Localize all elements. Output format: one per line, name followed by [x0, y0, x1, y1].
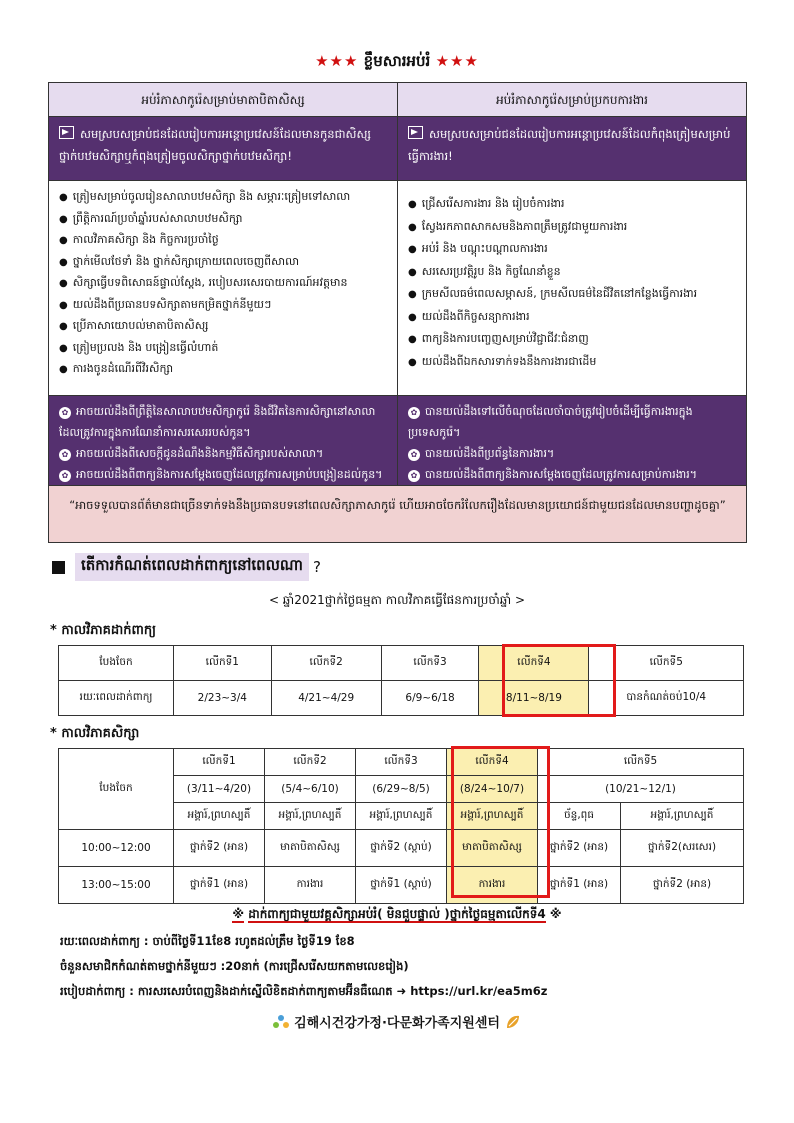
- gear-icon: ✿: [408, 470, 420, 482]
- table-header: លើកទី2: [271, 646, 381, 681]
- application-schedule-label: * កាលវិភាគដាក់ពាក្យ: [50, 623, 156, 638]
- list-item: ● ការងចូនដំណើរពីវិរសិក្សា: [59, 359, 387, 381]
- study-schedule-table: [58, 748, 744, 904]
- note-mark-left: ※: [232, 907, 245, 921]
- round-dates: (10/21~12/1): [538, 776, 744, 803]
- table-cell: ថ្នាក់ទី1 (ស្តាប់): [356, 867, 447, 904]
- table-cell: ថ្នាក់ទី1 (អាន): [174, 867, 265, 904]
- outcome-text: បានយល់ដឹងពីពាក្យនិងការសម្តែងចេញដែលត្រូវការសម្រាប់ការងារ។: [425, 468, 697, 481]
- round-dates: (5/4~6/10): [265, 776, 356, 803]
- list-item: ● កាលវិភាគសិក្សា និង កិច្ចការប្រចាំថ្ងៃ: [59, 230, 387, 252]
- class-time: 13:00~15:00: [59, 867, 174, 904]
- list-item: ● សរសេរប្រវត្តិរូប និង កិច្ចណែនាំខ្លួន: [408, 261, 736, 284]
- table-cell: មាតាបិតាសិស្ស: [265, 830, 356, 867]
- round-dates: (3/11~4/20): [174, 776, 265, 803]
- outcome-text: អាចយល់ដឹងពីពាក្យនិងការសម្តែងចេញដែលត្រូវការសម្រាប់បង្រៀនដល់កូន។: [76, 468, 383, 481]
- table-cell: បានកំណត់ចប់10/4: [589, 681, 744, 716]
- highlight-frame: [502, 644, 616, 717]
- table-header: លើកទី5: [589, 646, 744, 681]
- square-bullet-icon: [52, 561, 65, 574]
- gear-icon: ✿: [59, 407, 71, 419]
- outcome-text: បានយល់ដឹងទៅលើចំណុចដែលចាំបាច់ត្រូវរៀបចំដើម្បីធ្វើការងារក្នុងប្រទេសកូរ៉េ។: [408, 405, 693, 439]
- arrow-right-icon: [59, 126, 74, 139]
- class-days: អង្គារ៍,ព្រហស្បតិ៍: [356, 803, 447, 830]
- job-target: [397, 117, 746, 181]
- list-item: ● ថ្នាក់មើលថែទាំ និង ថ្នាក់សិក្សាក្រោយពេលចេញពីសាលា: [59, 252, 387, 274]
- table-cell: 8/11~8/19: [479, 681, 589, 716]
- list-item: ● អប់រំ និង បណ្តុះបណ្តាលការងារ: [408, 238, 736, 261]
- gear-icon: ✿: [59, 449, 71, 461]
- list-item: ● ត្រៀមប្រលង និង បង្រៀនធ្វើលំហាត់: [59, 338, 387, 360]
- footer-organization: [0, 1012, 794, 1031]
- list-item: ● ព្រឹត្តិការណ៍ប្រចាំឆ្នាំរបស់សាលាបឋមសិក្សា: [59, 209, 387, 231]
- quote-banner: “អាចទទួលបានព័ត៌មានជាច្រើនទាក់ទងនឹងប្រធានបទនៅពេលសិក្សាភាសាកូរ៉េ ហើយអាចចែករំលែករឿងដែលមានប្រយោជន៍ជាមួយជនដែលមានបញ្ហាដូចគ្នា”: [49, 486, 746, 542]
- table-cell: 2/23~3/4: [174, 681, 272, 716]
- schedule-question: [52, 553, 321, 581]
- application-method: របៀបដាក់ពាក្យ : ការសរសេរបំពេញនិងដាក់ស្នើលិខិតដាក់ពាក្យតាមអ៊ីនធឺណេត ➜ https://url.kr/ea5m6z: [60, 984, 548, 998]
- list-item: ● យល់ដឹងពីកិច្ចសន្យាការងារ: [408, 306, 736, 329]
- table-row: [59, 646, 744, 681]
- list-item: ● យល់ដឹងពីប្រធានបទសិក្សាតាមកម្រិតថ្នាក់នីមួយៗ: [59, 295, 387, 317]
- center-logo-icon: [272, 1013, 290, 1031]
- table-row: [59, 867, 744, 904]
- list-item: ● ប្រើភាសាយោបល់មាតាបិតាសិស្ស: [59, 316, 387, 338]
- list-item: ● ស្វែងរកភាពសាកសមនិងភាពត្រឹមត្រូវជាមួយការងារ: [408, 216, 736, 239]
- question-mark: ?: [313, 558, 321, 576]
- table-cell: 6/9~6/18: [381, 681, 479, 716]
- course-comparison-box: [48, 82, 747, 543]
- application-period: រយៈពេលដាក់ពាក្យ : ចាប់ពីថ្ងៃទី11ខែ8 រហូតដល់ត្រឹម ថ្ងៃទី19 ខែ8: [60, 934, 355, 948]
- parents-course-header: អប់រំភាសាកូរ៉េសម្រាប់មាតាបិតាសិស្ស: [49, 83, 397, 117]
- list-item: ● សិក្សាធ្វើបទពិសោធន៍ផ្ទាល់ស្តែង, របៀបសរសេរបាយការណ៍អវត្តមាន: [59, 273, 387, 295]
- round-name: លើកទី5: [538, 749, 744, 776]
- round-name: លើកទី2: [265, 749, 356, 776]
- table-cell: ថ្នាក់ទី2 (អាន): [538, 830, 621, 867]
- table-header: លើកទី1: [174, 646, 272, 681]
- round-name: លើកទី4: [447, 749, 538, 776]
- list-item: ● ត្រៀមសម្រាប់ចូលរៀនសាលាបឋមសិក្សា និង សម្ភារៈត្រៀមទៅសាលា: [59, 187, 387, 209]
- leaf-logo-icon: [504, 1013, 522, 1031]
- class-days: អង្គារ៍,ព្រហស្បតិ៍: [174, 803, 265, 830]
- parents-target: [49, 117, 397, 181]
- outcome-text: បានយល់ដឹងពីប្រព័ន្ធនៃការងារ។: [425, 447, 555, 460]
- page-title: [0, 52, 794, 74]
- application-note: [0, 906, 794, 924]
- job-outcomes: [397, 396, 746, 486]
- table-row: [59, 681, 744, 716]
- highlight-frame: [451, 746, 550, 898]
- table-cell: ថ្នាក់ទី2 (អាន): [621, 867, 744, 904]
- job-target-text: សមស្របសម្រាប់ជនដែលរៀបការអន្តោប្រវេសន៍ដែលកំពុងត្រៀមសម្រាប់ធ្វើការងារ!: [408, 127, 731, 163]
- list-item: ● ពាក្យនិងការបញ្ចេញសម្រាប់វិជ្ជាជីវៈជំនាញ: [408, 328, 736, 351]
- parents-topics: [49, 181, 397, 396]
- note-text: ដាក់ពាក្យជាមួយវគ្គសិក្សាអប់រំ( មិនជួបផ្ទាល់ )ថ្នាក់ថ្ងៃធម្មតាលើកទី4: [248, 907, 546, 921]
- outcome-text: អាចយល់ដឹងពីព្រឹត្តិនៃសាលាបឋមសិក្សាកូរ៉េ និងជីវិតនៃការសិក្សានៅសាលាដែលត្រូវការក្នុងការណែនាំការសរសេររបស់កូន។: [59, 405, 376, 439]
- gear-icon: ✿: [408, 407, 420, 419]
- class-days: អង្គារ៍,ព្រហស្បតិ៍: [265, 803, 356, 830]
- gear-icon: ✿: [59, 470, 71, 482]
- table-row: [59, 749, 744, 776]
- arrow-right-icon: [408, 126, 423, 139]
- class-days: ច័ន្ទ,ពុធ: [538, 803, 621, 830]
- table-cell: ការងារ: [447, 867, 538, 904]
- parents-outcomes: [49, 396, 397, 486]
- round-name: លើកទី1: [174, 749, 265, 776]
- table-cell: ថ្នាក់ទី2 (អាន): [174, 830, 265, 867]
- question-text: តើការកំណត់ពេលដាក់ពាក្យនៅពេលណា: [75, 553, 309, 581]
- table-cell: ថ្នាក់ទី1 (អាន): [538, 867, 621, 904]
- table-cell: 4/21~4/29: [271, 681, 381, 716]
- table-header: លើកទី3: [381, 646, 479, 681]
- job-course-header: អប់រំភាសាកូរ៉េសម្រាប់ប្រកបការងារ: [397, 83, 746, 117]
- study-schedule-label: * កាលវិភាគសិក្សា: [50, 726, 140, 741]
- table-row: [59, 830, 744, 867]
- table-cell: ថ្នាក់ទី2(សរសេរ): [621, 830, 744, 867]
- list-item: ● យល់ដឹងពីឯកសារទាក់ទងនឹងការងារជាដើម: [408, 351, 736, 374]
- table-header: បែងចែក: [59, 749, 174, 830]
- application-schedule-table: [58, 645, 744, 716]
- gear-icon: ✿: [408, 449, 420, 461]
- organization-name: 김해시건강가정·다문화가족지원센터: [294, 1016, 500, 1031]
- round-dates: (8/24~10/7): [447, 776, 538, 803]
- table-cell: មាតាបិតាសិស្ស: [447, 830, 538, 867]
- title-text: ខ្លឹមសារអប់រំ: [363, 52, 431, 70]
- round-name: លើកទី3: [356, 749, 447, 776]
- note-mark-right: ※: [549, 907, 562, 921]
- schedule-subtitle: < ឆ្នាំ2021ថ្នាក់ថ្ងៃធម្មតា កាលវិភាគធ្វើផែនការប្រចាំឆ្នាំ >: [268, 593, 526, 607]
- outcome-text: អាចយល់ដឹងពីសេចក្តីជូនដំណឹងនិងកម្មវិធីសិក្សារបស់សាលា។: [76, 447, 324, 460]
- table-cell: ការងារ: [265, 867, 356, 904]
- table-header: លើកទី4: [479, 646, 589, 681]
- stars-left: ★★★: [315, 52, 359, 70]
- round-dates: (6/29~8/5): [356, 776, 447, 803]
- table-cell: ថ្នាក់ទី2 (ស្តាប់): [356, 830, 447, 867]
- class-days: អង្គារ៍,ព្រហស្បតិ៍: [447, 803, 538, 830]
- parents-target-text: សមស្របសម្រាប់ជនដែលរៀបការអន្តោប្រវេសន៍ដែលមានកូនជាសិស្សថ្នាក់បឋមសិក្សាឬកំពុងត្រៀមចូលសិក្សាថ្នាក់បឋមសិក្សា!: [59, 127, 371, 163]
- list-item: ● ជ្រើសរើសការងារ និង រៀបចំការងារ: [408, 193, 736, 216]
- table-header: បែងចែក: [59, 646, 174, 681]
- list-item: ● ក្រមសីលធម៌ពេលសម្ភាសន៍, ក្រមសីលធម៌នៃជីវិតនៅកន្លែងធ្វើការងារ: [408, 283, 736, 306]
- job-topics: [397, 181, 746, 396]
- class-capacity: ចំនួនសមាជិកកំណត់តាមថ្នាក់នីមួយៗ :20នាក់ (ការជ្រើសរើសយកតាមលេខរៀង): [60, 959, 409, 973]
- table-cell: រយៈពេលដាក់ពាក្យ: [59, 681, 174, 716]
- class-time: 10:00~12:00: [59, 830, 174, 867]
- class-days: អង្គារ៍,ព្រហស្បតិ៍: [621, 803, 744, 830]
- stars-right: ★★★: [435, 52, 479, 70]
